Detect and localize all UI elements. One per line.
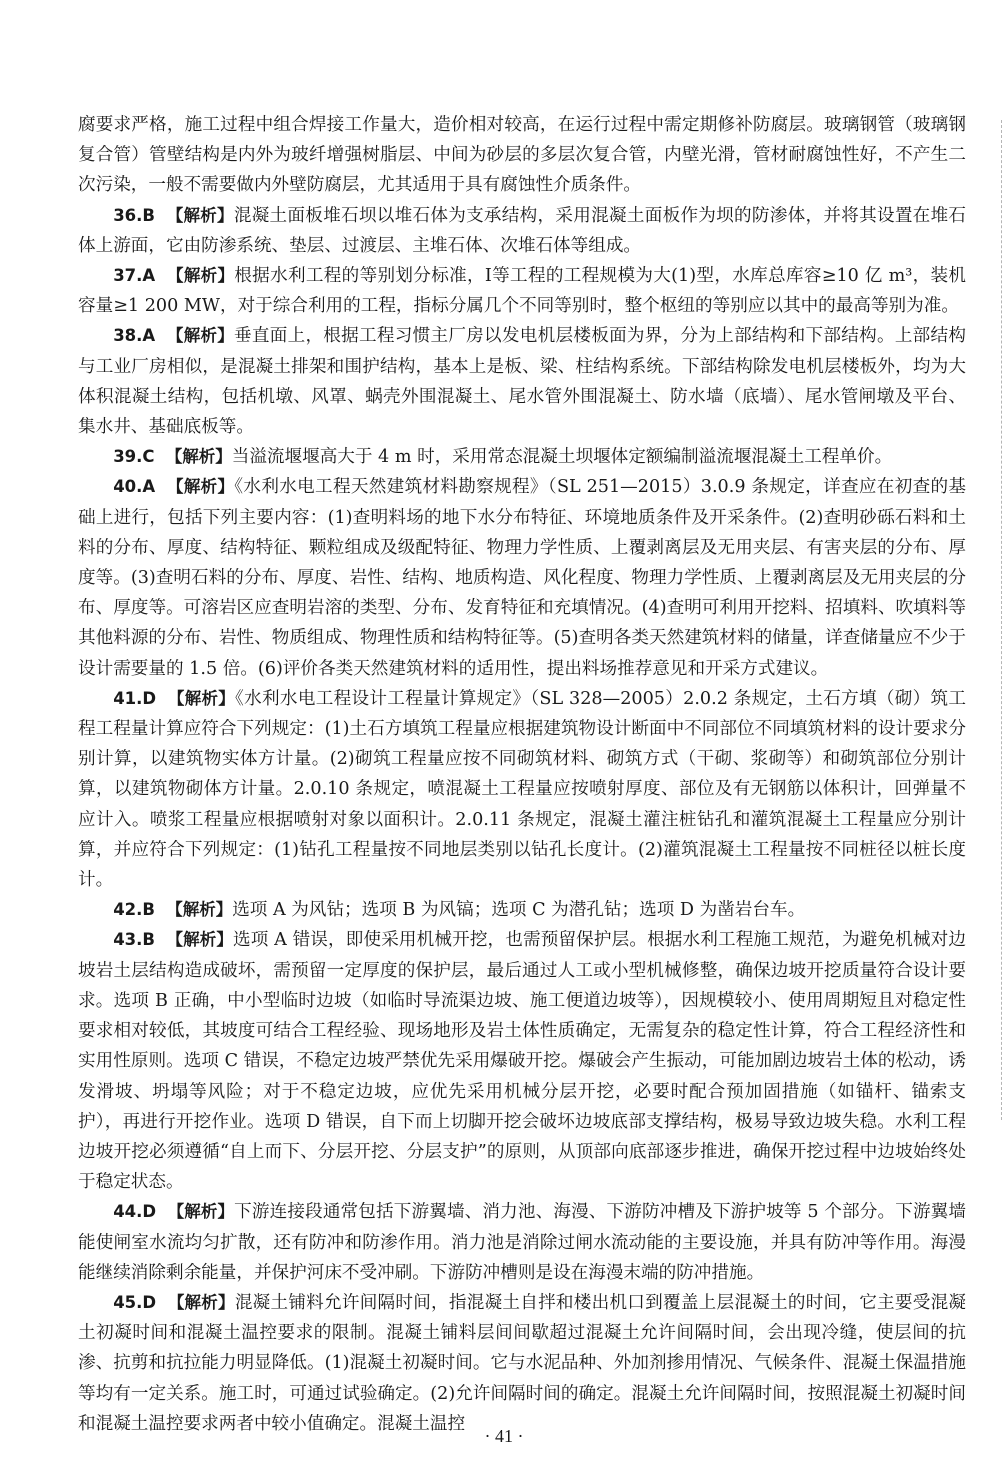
- question-number: 36.: [113, 205, 143, 225]
- page-edge-mark: [1001, 120, 1008, 1120]
- answer-item: [78, 472, 966, 683]
- explanation-tag: 【解析】: [166, 900, 233, 920]
- question-number: 37.: [113, 266, 143, 286]
- answer-item: [78, 261, 966, 321]
- explanation-text: 垂直面上，根据工程习惯主厂房以发电机层楼板面为界，分为上部结构和下部结构。上部结构与工业厂房相似，是混凝土排架和围护结构，基本上是板、梁、柱结构系统。下部结构除发电机层楼板外，均为大体积混凝土结构，包括机墩、风罩、蜗壳外围混凝土、尾水管外围混凝土、防水墙（底墙）、尾水管闸墩及平台、集水井、基础底板等。: [78, 326, 967, 438]
- question-number: 43.: [113, 930, 143, 950]
- question-number: 42.: [113, 900, 143, 920]
- explanation-text: 选项 A 错误，即使采用机械开挖，也需预留保护层。根据水利工程施工规范，为避免机械对边坡岩土层结构造成破坏，需预留一定厚度的保护层，最后通过人工或小型机械修整，确保边坡开挖质量符合设计要求。选项 B 正确，中小型临时边坡（如临时导流渠边坡、施工便道边坡等），因规模较小、使用周期短且对稳定性要求相对较低，其坡度可结合工程经验、现场地形及岩土体性质确定，无需复杂的稳定性计算，符合工程经济性和实用性原则。选项 C 错误，不稳定边坡严禁优先采用爆破开挖。爆破会产生振动，可能加剧边坡岩土体的松动，诱发滑坡、坍塌等风险；对于不稳定边坡，应优先采用机械分层开挖，必要时配合预加固措施（如锚杆、锚索支护），再进行开挖作业。选项 D 错误，自下而上切脚开挖会破坏边坡底部支撑结构，极易导致边坡失稳。水利工程边坡开挖必须遵循“自上而下、分层开挖、分层支护”的原则，从顶部向底部逐步推进，确保开挖过程中边坡始终处于稳定状态。: [78, 930, 966, 1193]
- explanation-text: 《水利水电工程设计工程量计算规定》（SL 328—2005）2.0.2 条规定，土石方填（砌）筑工程工程量计算应符合下列规定：(1)土石方填筑工程量应根据建筑物设计断面中不同部位不同填筑材料的设计要求分别计算，以建筑物实体方计量。(2)砌筑工程量应按不同砌筑材料、砌筑方式（干砌、浆砌等）和砌筑部位分别计算，以建筑物砌体方计量。2.0.10 条规定，喷混凝土工程量应按喷射厚度、部位及有无钢筋以体积计，回弹量不应计入。喷浆工程量应根据喷射对象以面积计。2.0.11 条规定，混凝土灌注桩钻孔和灌筑混凝土工程量应分别计算，并应符合下列规定：(1)钻孔工程量按不同地层类别以钻孔长度计。(2)灌筑混凝土工程量按不同桩径以桩长度计。: [78, 688, 967, 891]
- answer-item: [78, 442, 966, 472]
- answer-item: [78, 1288, 966, 1439]
- explanation-tag: 【解析】: [167, 1292, 235, 1312]
- explanation-text: 当溢流堰堰高大于 4 m 时，采用常态混凝土坝堰体定额编制溢流堰混凝土工程单价。: [231, 447, 893, 468]
- question-number: 44.: [113, 1202, 143, 1222]
- answer-letter: B: [142, 205, 155, 225]
- answer-letter: A: [142, 326, 156, 346]
- explanation-tag: 【解析】: [167, 1202, 235, 1222]
- question-number: 41.: [113, 688, 143, 708]
- question-number: 40.: [113, 477, 143, 497]
- answer-item: [78, 684, 966, 895]
- explanation-tag: 【解析】: [166, 930, 233, 950]
- explanation-text: 下游连接段通常包括下游翼墙、消力池、海漫、下游防冲槽及下游护坡等 5 个部分。下游翼墙能使闸室水流均匀扩散，还有防冲和防渗作用。消力池是消除过闸水流动能的主要设施，并具有防冲等作用。海漫能继续消除剩余能量，并保护河床不受冲刷。下游防冲槽则是设在海漫末端的防冲措施。: [78, 1202, 967, 1283]
- page-number: · 41 ·: [484, 1426, 524, 1446]
- answer-letter: A: [142, 266, 156, 286]
- answer-letter: D: [142, 1202, 157, 1222]
- answer-letter: D: [142, 688, 157, 708]
- question-number: 38.: [113, 326, 143, 346]
- answer-letter: B: [142, 930, 155, 950]
- answer-item: [78, 201, 966, 261]
- explanation-text: 选项 A 为风钻；选项 B 为风镐；选项 C 为潜孔钻；选项 D 为凿岩台车。: [232, 900, 806, 921]
- answer-item: [78, 1197, 966, 1288]
- explanation-text: 根据水利工程的等别划分标准，Ⅰ等工程的工程规模为大(1)型，水库总库容≥10 亿 m³，装机容量≥1 200 MW，对于综合利用的工程，指标分属几个不同等别时，整个枢纽的等别应以其中的最高等别为准。: [78, 266, 967, 317]
- question-number: 39.: [113, 447, 143, 467]
- explanation-tag: 【解析】: [167, 477, 235, 497]
- explanation-text: 混凝土面板堆石坝以堆石体为支承结构，采用混凝土面板作为坝的防渗体，并将其设置在堆石体上游面，它由防渗系统、垫层、过渡层、主堆石体、次堆石体等组成。: [78, 205, 967, 256]
- answer-list: [78, 201, 966, 1439]
- answer-letter: D: [142, 1292, 157, 1312]
- explanation-tag: 【解析】: [167, 688, 236, 708]
- question-number: 45.: [113, 1292, 143, 1312]
- answer-item: [78, 895, 966, 925]
- explanation-text: 《水利水电工程天然建筑材料勘察规程》（SL 251—2015）3.0.9 条规定，详查应在初查的基础上进行，包括下列主要内容：(1)查明料场的地下水分布特征、环境地质条件及开采条件。(2)查明砂砾石料和土料的分布、厚度、结构特征、颗粒组成及级配特征、物理力学性质、上覆剥离层及无用夹层、有害夹层的分布、厚度等。(3)查明石料的分布、厚度、岩性、结构、地质构造、风化程度、物理力学性质、上覆剥离层及无用夹层的分布、厚度等。可溶岩区应查明岩溶的类型、分布、发育特征和充填情况。(4)查明可利用开挖料、招填料、吹填料等其他料源的分布、岩性、物质组成、物理性质和结构特征等。(5)查明各类天然建筑材料的储量，详查储量应不少于设计需要量的 1.5 倍。(6)评价各类天然建筑材料的适用性，提出料场推荐意见和开采方式建议。: [78, 477, 967, 679]
- explanation-tag: 【解析】: [166, 205, 234, 225]
- continued-paragraph: 腐要求严格，施工过程中组合焊接工作量大，造价相对较高，在运行过程中需定期修补防腐层。玻璃钢管（玻璃钢复合管）管壁结构是内外为玻纤增强树脂层、中间为砂层的多层次复合管，内壁光滑，管材耐腐蚀性好，不产生二次污染，一般不需要做内外壁防腐层，尤其适用于具有腐蚀性介质条件。: [78, 115, 966, 196]
- explanation-tag: 【解析】: [165, 447, 232, 467]
- answer-item: [78, 925, 966, 1197]
- explanation-tag: 【解析】: [167, 266, 235, 286]
- answer-letter: A: [142, 477, 156, 497]
- explanation-text: 混凝土铺料允许间隔时间，指混凝土自拌和楼出机口到覆盖上层混凝土的时间，它主要受混凝土初凝时间和混凝土温控要求的限制。混凝土铺料层间间歇超过混凝土允许间隔时间，会出现冷缝，使层间的抗渗、抗剪和抗拉能力明显降低。(1)混凝土初凝时间。它与水泥品种、外加剂掺用情况、气候条件、混凝土保温措施等均有一定关系。施工时，可通过试验确定。(2)允许间隔时间的确定。混凝土允许间隔时间，按照混凝土初凝时间和混凝土温控要求两者中较小值确定。混凝土温控: [78, 1292, 967, 1434]
- answer-letter: C: [142, 447, 155, 467]
- document-body: [78, 110, 966, 1439]
- answer-letter: B: [142, 900, 155, 920]
- explanation-tag: 【解析】: [166, 326, 234, 346]
- answer-item: [78, 321, 966, 442]
